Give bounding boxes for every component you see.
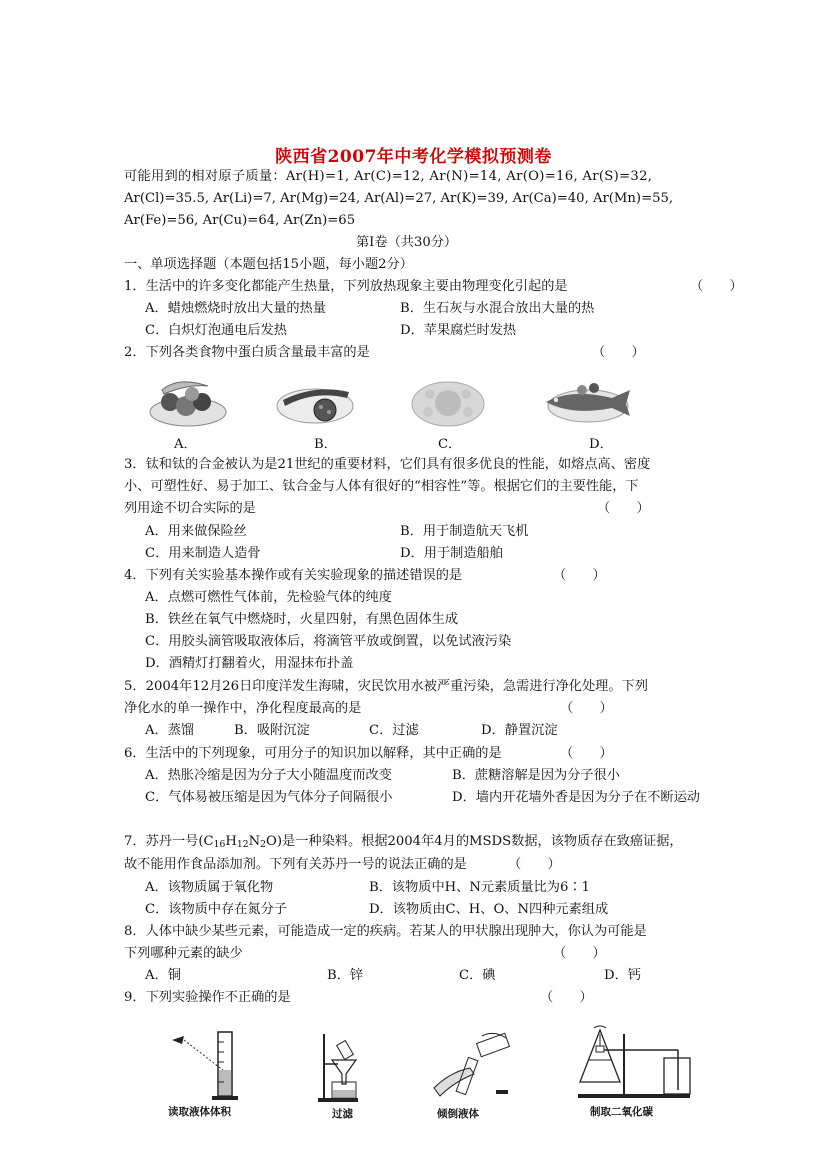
q9-caption-d: 制取二氧化碳	[590, 1106, 653, 1118]
q6-option-c: C．气体易被压缩是因为气体分子间隔很小	[145, 790, 393, 805]
q6-option-a: A．热胀冷缩是因为分子大小随温度而改变	[145, 768, 392, 783]
q3-option-c: C．用来制造人造骨	[145, 546, 261, 561]
q7-option-a: A．该物质属于氧化物	[145, 880, 274, 895]
exam-title: 陕西省2007年中考化学模拟预测卷	[275, 147, 552, 167]
atomic-masses-line-3: Ar(Fe)=56, Ar(Cu)=64, Ar(Zn)=65	[124, 213, 356, 228]
q8-option-c: C．碘	[459, 968, 496, 983]
q1-option-b: B．生石灰与水混合放出大量的热	[400, 301, 595, 316]
q2-option-d: D．	[589, 437, 613, 452]
q4-option-d: D．酒精灯打翻着火，用湿抹布扑盖	[145, 656, 354, 671]
q2-stem: 2．下列各类食物中蛋白质含量最丰富的是	[124, 345, 370, 360]
q3-option-a: A．用来做保险丝	[145, 524, 247, 539]
q4-option-a: A．点燃可燃性气体前，先检验气体的纯度	[145, 590, 392, 605]
q6-option-b: B．蔗糖溶解是因为分子很小	[452, 768, 620, 783]
q4-option-b: B．铁丝在氧气中燃烧时，火星四射，有黑色固体生成	[145, 612, 459, 627]
rice-dish-image	[410, 378, 486, 428]
q6-answer-paren: （ ）	[560, 746, 613, 761]
q3-line-2: 小、可塑性好、易于加工、钛合金与人体有很好的“相容性”等。根据它们的主要性能，下	[124, 479, 639, 494]
q9-answer-paren: （ ）	[540, 990, 593, 1005]
q4-option-c: C．用胶头滴管吸取液体后，将滴管平放或倒置，以免试液污染	[145, 634, 512, 649]
sausage-plate-image	[275, 376, 355, 426]
pouring-liquid-diagram	[430, 1028, 522, 1098]
q3-option-b: B．用于制造航天飞机	[400, 524, 529, 539]
q5-option-a: A．蒸馏	[145, 723, 195, 738]
q1-option-c: C．白炽灯泡通电后发热	[145, 323, 287, 338]
q2-option-a: A．	[174, 437, 197, 452]
part-title: 第Ⅰ卷（共30分）	[356, 235, 458, 250]
reading-cylinder-diagram	[168, 1030, 248, 1102]
filtration-diagram	[318, 1030, 374, 1104]
q5-answer-paren: （ ）	[560, 701, 613, 716]
q2-option-b: B．	[314, 437, 337, 452]
q3-line-3: 列用途不切合实际的是	[124, 501, 256, 516]
q5-line-1: 5．2004年12月26日印度洋发生海啸，灾民饮用水被严重污染，急需进行净化处理。下列	[124, 679, 648, 694]
q8-option-d: D．钙	[604, 968, 641, 983]
q6-option-d: D．墙内开花墙外香是因为分子在不断运动	[452, 790, 700, 805]
q9-caption-a: 读取液体体积	[168, 1106, 231, 1118]
q8-answer-paren: （ ）	[553, 946, 606, 961]
q9-stem: 9．下列实验操作不正确的是	[124, 990, 291, 1005]
q7-line-1: 7．苏丹一号$(C_{16}H_{12}N_2O)$是一种染料。根据2004年4月的MSDS数据，该物质存在致癌证据，	[124, 834, 683, 850]
q1-option-d: D．苹果腐烂时发热	[400, 323, 517, 338]
section-title: 一、单项选择题（本题包括15小题，每小题2分）	[124, 257, 413, 272]
fish-plate-image	[542, 378, 634, 426]
q3-option-d: D．用于制造船舶	[400, 546, 503, 561]
q1-stem: 1．生活中的许多变化都能产生热量，下列放热现象主要由物理变化引起的是	[124, 279, 568, 294]
q2-answer-paren: （ ）	[592, 345, 645, 360]
q2-option-c: C．	[438, 437, 462, 452]
q7-option-d: D．该物质由C、H、O、N四种元素组成	[369, 902, 609, 917]
q5-option-b: B．吸附沉淀	[234, 723, 310, 738]
q8-line-1: 8．人体中缺少某些元素，可能造成一定的疾病。若某人的甲状腺出现肿大，你认为可能是	[124, 924, 647, 939]
q6-stem: 6．生活中的下列现象，可用分子的知识加以解释，其中正确的是	[124, 746, 502, 761]
q4-answer-paren: （ ）	[553, 568, 606, 583]
q1-option-a: A．蜡烛燃烧时放出大量的热量	[145, 301, 326, 316]
q5-option-d: D．静置沉淀	[481, 723, 558, 738]
q1-answer-paren: （ ）	[690, 279, 743, 294]
q9-caption-b: 过滤	[332, 1108, 353, 1120]
carbon-dioxide-apparatus-diagram	[574, 1024, 704, 1104]
q7-line-2: 故不能用作食品添加剂。下列有关苏丹一号的说法正确的是	[124, 857, 467, 872]
q8-option-a: A．铜	[145, 968, 181, 983]
atomic-masses-line-2: Ar(Cl)=35.5, Ar(Li)=7, Ar(Mg)=24, Ar(Al)=27, Ar(K)=39, Ar(Ca)=40, Ar(Mn)=55,	[124, 191, 674, 206]
q8-line-2: 下列哪种元素的缺少	[124, 946, 243, 961]
q7-option-c: C．该物质中存在氮分子	[145, 902, 287, 917]
q4-stem: 4．下列有关实验基本操作或有关实验现象的描述错误的是	[124, 568, 463, 583]
q8-option-b: B．锌	[327, 968, 364, 983]
q3-answer-paren: （ ）	[597, 501, 650, 516]
q5-option-c: C．过滤	[369, 723, 419, 738]
fruit-bowl-image	[148, 372, 228, 428]
q3-line-1: 3．钛和钛的合金被认为是21世纪的重要材料，它们具有很多优良的性能，如熔点高、密度	[124, 457, 651, 472]
q5-line-2: 净化水的单一操作中，净化程度最高的是	[124, 701, 362, 716]
atomic-masses-line-1: 可能用到的相对原子质量：Ar(H)=1, Ar(C)=12, Ar(N)=14, Ar(O)=16, Ar(S)=32,	[124, 169, 653, 184]
q7-answer-paren: （ ）	[508, 857, 561, 872]
q9-caption-c: 倾倒液体	[437, 1108, 479, 1120]
q7-option-b: B．该物质中H、N元素质量比为6∶1	[369, 880, 590, 895]
